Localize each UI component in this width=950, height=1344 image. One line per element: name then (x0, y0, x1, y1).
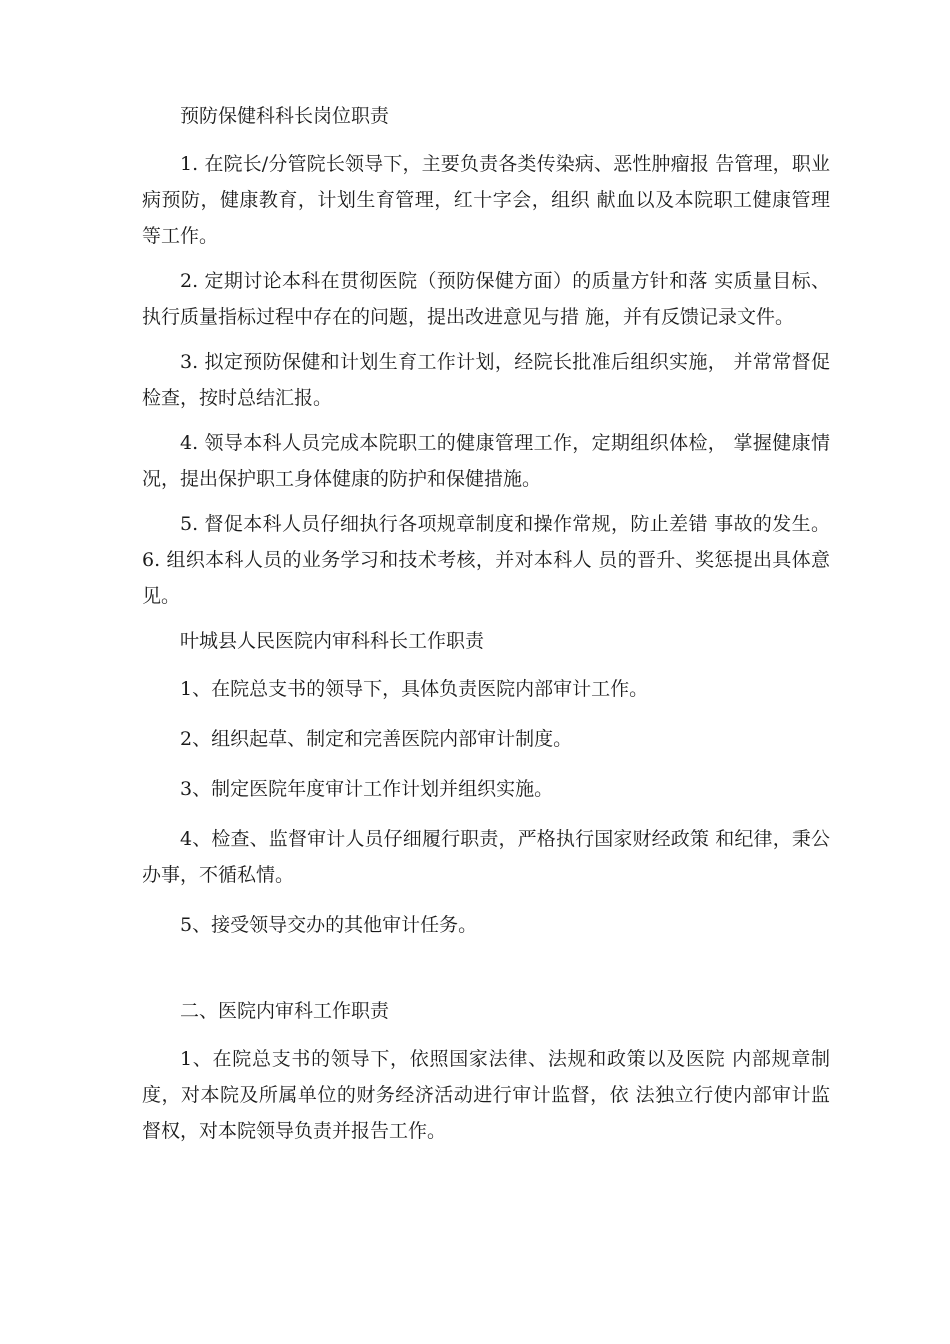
section2-item-4: 4、检查、监督审计人员仔细履行职责，严格执行国家财经政策 和纪律，秉公办事，不循私情。 (142, 828, 830, 886)
document-page (142, 98, 830, 1158)
section2-title: 叶城县人民医院内审科科长工作职责 (180, 630, 485, 652)
section2-item-2: 2、组织起草、制定和完善医院内部审计制度。 (180, 728, 573, 750)
section3-title: 二、医院内审科工作职责 (180, 1000, 390, 1022)
section1-item-1: 1. 在院长/分管院长领导下，主要负责各类传染病、恶性肿瘤报 告管理，职业病预防，健康教育，计划生育管理，红十字会，组织 献血以及本院职工健康管理等工作。 (142, 153, 830, 247)
section3-item-1: 1、在院总支书的领导下，依照国家法律、法规和政策以及医院 内部规章制度，对本院及所属单位的财务经济活动进行审计监督，依 法独立行使内部审计监督权，对本院领导负责并报告工作。 (142, 1048, 830, 1142)
section2-item-5: 5、接受领导交办的其他审计任务。 (180, 914, 478, 936)
section-spacer (142, 957, 830, 993)
section1-item-2: 2. 定期讨论本科在贯彻医院（预防保健方面）的质量方针和落 实质量目标、执行质量指标过程中存在的问题，提出改进意见与措 施，并有反馈记录文件。 (142, 270, 830, 328)
section2-item-3: 3、制定医院年度审计工作计划并组织实施。 (180, 778, 554, 800)
section1-item-3: 3. 拟定预防保健和计划生育工作计划，经院长批准后组织实施， 并常常督促检查，按时总结汇报。 (142, 351, 830, 409)
section1-item-4: 4. 领导本科人员完成本院职工的健康管理工作，定期组织体检， 掌握健康情况，提出保护职工身体健康的防护和保健措施。 (142, 432, 830, 490)
section2-item-1: 1、在院总支书的领导下，具体负责医院内部审计工作。 (180, 678, 649, 700)
section1-title: 预防保健科科长岗位职责 (180, 105, 390, 127)
section1-item-5: 5. 督促本科人员仔细执行各项规章制度和操作常规，防止差错 事故的发生。6. 组织本科人员的业务学习和技术考核，并对本科人 员的晋升、奖惩提出具体意见。 (142, 513, 830, 607)
